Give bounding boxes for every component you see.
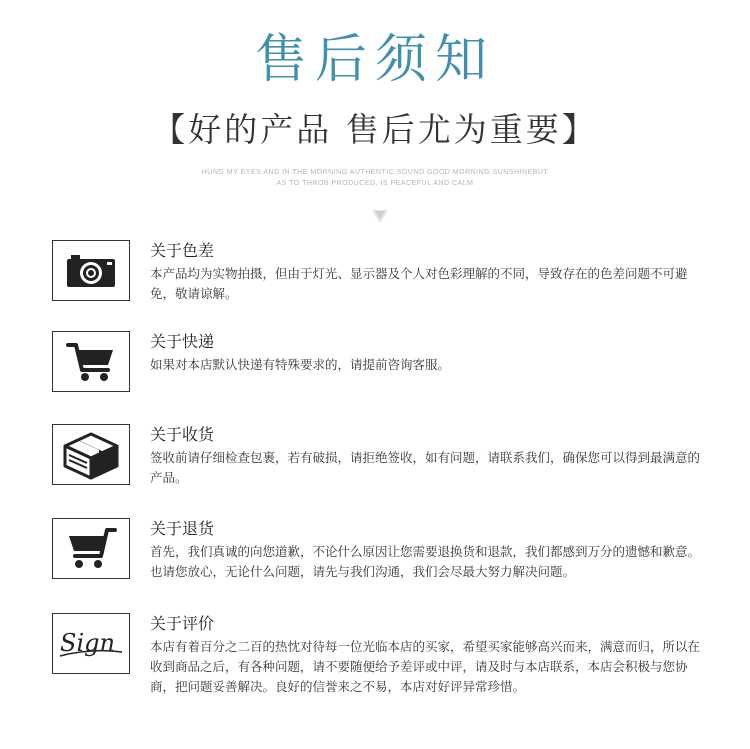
english-tagline-line1: HUNG MY EYES AND IN THE MORNING AUTHENTIC SOUND GOOD MORNING SUNSHINEBUT: [201, 169, 549, 176]
svg-text:Sign: Sign: [60, 628, 115, 657]
item-title: 关于退货: [150, 519, 215, 538]
item-title: 关于评价: [150, 614, 215, 633]
page-title: 售后须知: [254, 30, 495, 90]
item-description: 本店有着百分之二百的热忱对待每一位光临本店的买家，希望买家能够高兴而来，满意而归，所以在收到商品之后，有各种问题，请不要随便给予差评或中评，请及时与本店联系，本店会积极与您协商，把问题妥善解决。良好的信誉来之不易，本店对好评异常珍惜。: [150, 639, 701, 694]
icon-frame: [52, 424, 130, 485]
icon-frame: [52, 613, 130, 674]
chevron-down-icon: [369, 206, 391, 228]
item-description: 首先，我们真诚的向您道歉，不论什么原因让您需要退换货和退款，我们都感到万分的遗憾和歉意。也请您放心，无论什么问题，请先与我们沟通，我们会尽最大努力解决问题。: [150, 544, 701, 579]
item-title: 关于色差: [150, 241, 215, 260]
shopping-cart-icon: [66, 340, 116, 384]
camera-icon: [66, 254, 116, 288]
item-title: 关于收货: [150, 425, 215, 444]
item-description: 如果对本店默认快递有特殊要求的，请提前咨询客服。: [150, 357, 451, 372]
icon-frame: [52, 518, 130, 579]
return-cart-icon: [65, 526, 117, 572]
icon-frame: [52, 240, 130, 301]
signature-icon: [56, 624, 126, 664]
item-description: 本产品均为实物拍摄，但由于灯光、显示器及个人对色彩理解的不同，导致存在的色差问题不可避免，敬请谅解。: [150, 266, 688, 301]
item-description: 签收前请仔细检查包裹，若有破损，请拒绝签收，如有问题，请联系我们，确保您可以得到最满意的产品。: [150, 450, 701, 485]
page-subtitle: 【好的产品 售后尤为重要】: [152, 110, 598, 149]
icon-frame: [52, 331, 130, 392]
package-box-icon: [61, 428, 121, 482]
english-tagline-line2: AS TO THROB PRODUCED, IS PEACEFUL AND CALM: [276, 180, 474, 187]
item-title: 关于快递: [150, 332, 215, 351]
